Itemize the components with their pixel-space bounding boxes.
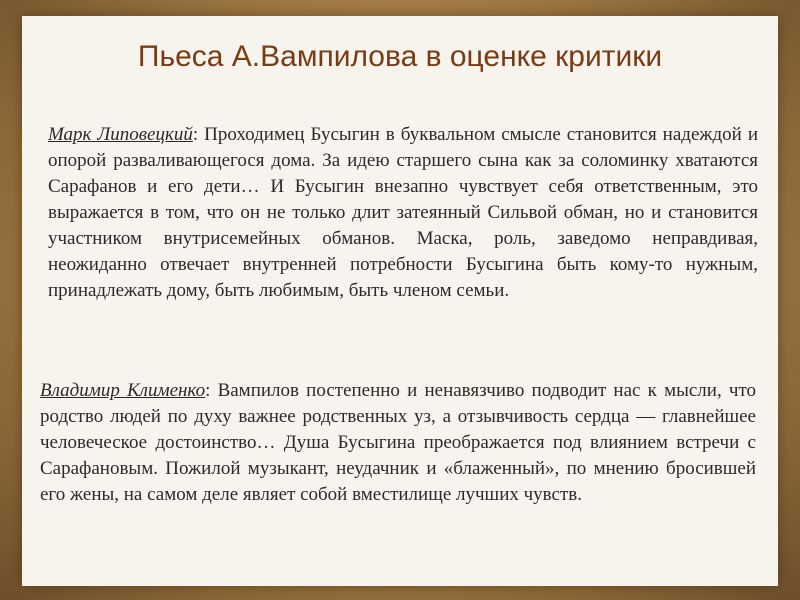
- quote-text: Проходимец Бусыгин в буквальном смысле становится надеждой и опорой разваливающегося дома. За идею старшего сына как за соломинку хватаются Сарафанов и его дети… И Бусыгин внезапно чувствует себя ответственным, это выражается в том, что он не только длит затеянный Сильвой обман, но и становится участником внутрисемейных обманов. Маска, роль, заведомо неправдивая, неожиданно отвечает внутренней потребности Бусыгина быть кому-то нужным, принадлежать дому, быть любимым, быть членом семьи.: [48, 124, 758, 301]
- slide: [22, 16, 778, 586]
- quote-lipovetsky: [48, 122, 758, 304]
- slide-title: Пьеса А.Вампилова в оценке критики: [137, 40, 663, 73]
- quote-separator: :: [192, 124, 199, 145]
- quote-author: Марк Липовецкий: [48, 124, 193, 145]
- quote-separator: :: [205, 380, 211, 401]
- quote-author: Владимир Клименко: [40, 380, 206, 401]
- quote-klimenko: [40, 378, 756, 508]
- quote-text: Вампилов постепенно и ненавязчиво подводит нас к мысли, что родство людей по духу важнее родственных уз, а отзывчивость сердца — главнейшее человеческое достоинство… Душа Бусыгина преображается под влиянием встречи с Сарафановым. Пожилой музыкант, неудачник и «блаженный», по мнению бросившей его жены, на самом деле являет собой вместилище лучших чувств.: [40, 380, 756, 505]
